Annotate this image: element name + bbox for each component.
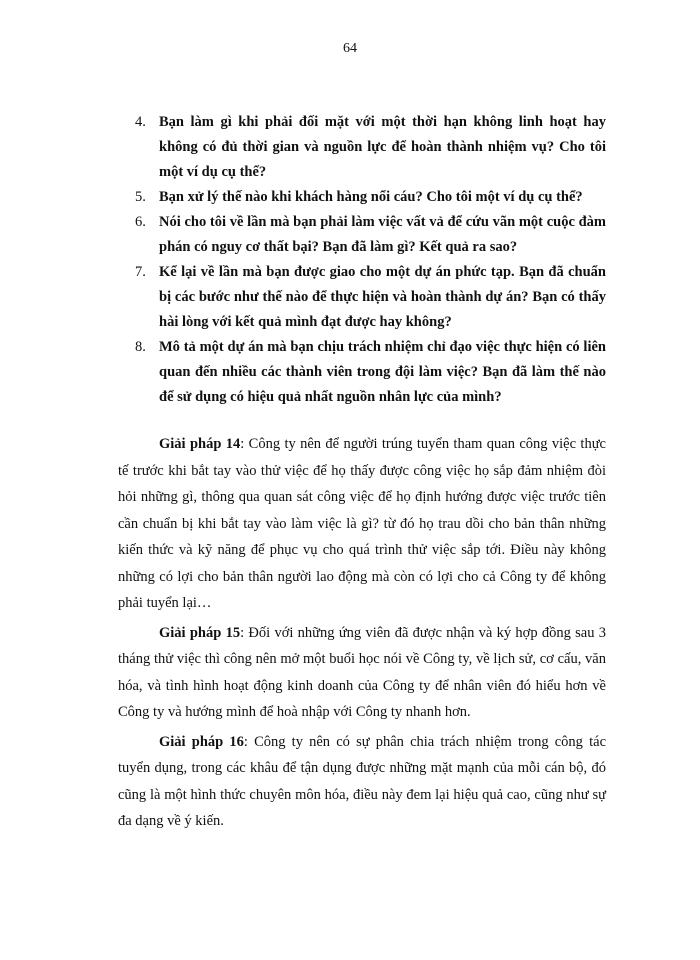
question-number: 5.	[135, 189, 146, 205]
question-text: Kể lại về lần mà bạn được giao cho một dự án phức tạp. Bạn đã chuẩn bị các bước như thế nào để thực hiện và hoàn thành dự án? Bạn có thấy hài lòng với kết quả mình đạt được hay không?	[159, 264, 606, 330]
question-number: 4.	[135, 114, 146, 130]
question-item	[118, 110, 606, 185]
solution-paragraph	[118, 729, 606, 835]
question-item	[118, 185, 606, 210]
question-item	[118, 210, 606, 260]
question-number: 8.	[135, 339, 146, 355]
solution-text: : Đối với những ứng viên đã được nhận và ký hợp đồng sau 3 tháng thử việc thì công nên mở một buổi học nói về Công ty, về lịch sử, cơ cấu, văn hóa, và tình hình hoạt động kinh doanh của Công ty để nhân viên đó hiểu hơn về Công ty và hướng mình để hoà nhập với Công ty nhanh hơn.	[118, 624, 606, 720]
page-number: 64	[343, 41, 357, 56]
question-text: Nói cho tôi về lần mà bạn phải làm việc vất vả để cứu vãn một cuộc đàm phán có nguy cơ thất bại? Bạn đã làm gì? Kết quả ra sao?	[159, 214, 606, 255]
question-number: 6.	[135, 214, 146, 230]
solution-label: Giải pháp 14	[159, 436, 241, 452]
solution-label: Giải pháp 16	[159, 733, 244, 750]
solution-text: : Công ty nên có sự phân chia trách nhiệm trong công tác tuyển dụng, trong các khâu để tận dụng được những mặt mạnh của mỗi cán bộ, đó cũng là một hình thức chuyên môn hóa, điều này đem lại hiệu quả cao, cũng như sự đa dạng về ý kiến.	[118, 733, 606, 829]
solution-paragraph	[118, 620, 606, 726]
question-text: Bạn xử lý thế nào khi khách hàng nổi cáu? Cho tôi một ví dụ cụ thể?	[159, 189, 583, 205]
solution-text: : Công ty nên để người trúng tuyển tham quan công việc thực tế trước khi bắt tay vào thử việc để họ thấy được công việc họ sắp đảm nhiệm đòi hỏi những gì, thông qua quan sát công việc để họ định hướng được việc trước tiên cần chuẩn bị khi bắt tay vào làm việc là gì? từ đó họ trau dồi cho bản thân những kiến thức và kỹ năng để phục vụ cho quá trình thử việc sắp tới. Điều này không những có lợi cho bản thân người lao động mà còn có lợi cho cả Công ty để không phải tuyển lại…	[118, 436, 606, 611]
solution-paragraph	[118, 431, 606, 617]
interview-question-list	[118, 110, 606, 410]
question-text: Mô tả một dự án mà bạn chịu trách nhiệm chỉ đạo việc thực hiện có liên quan đến nhiều các thành viên trong đội làm việc? Bạn đã làm thế nào để sử dụng có hiệu quả nhất nguồn nhân lực của mình?	[159, 339, 606, 405]
question-item	[118, 260, 606, 335]
question-item	[118, 335, 606, 410]
question-number: 7.	[135, 264, 146, 280]
solutions-section	[118, 431, 606, 838]
solution-label: Giải pháp 15	[159, 624, 241, 641]
question-text: Bạn làm gì khi phải đối mặt với một thời hạn không linh hoạt hay không có đủ thời gian và nguồn lực để hoàn thành nhiệm vụ? Cho tôi một ví dụ cụ thể?	[159, 114, 606, 180]
